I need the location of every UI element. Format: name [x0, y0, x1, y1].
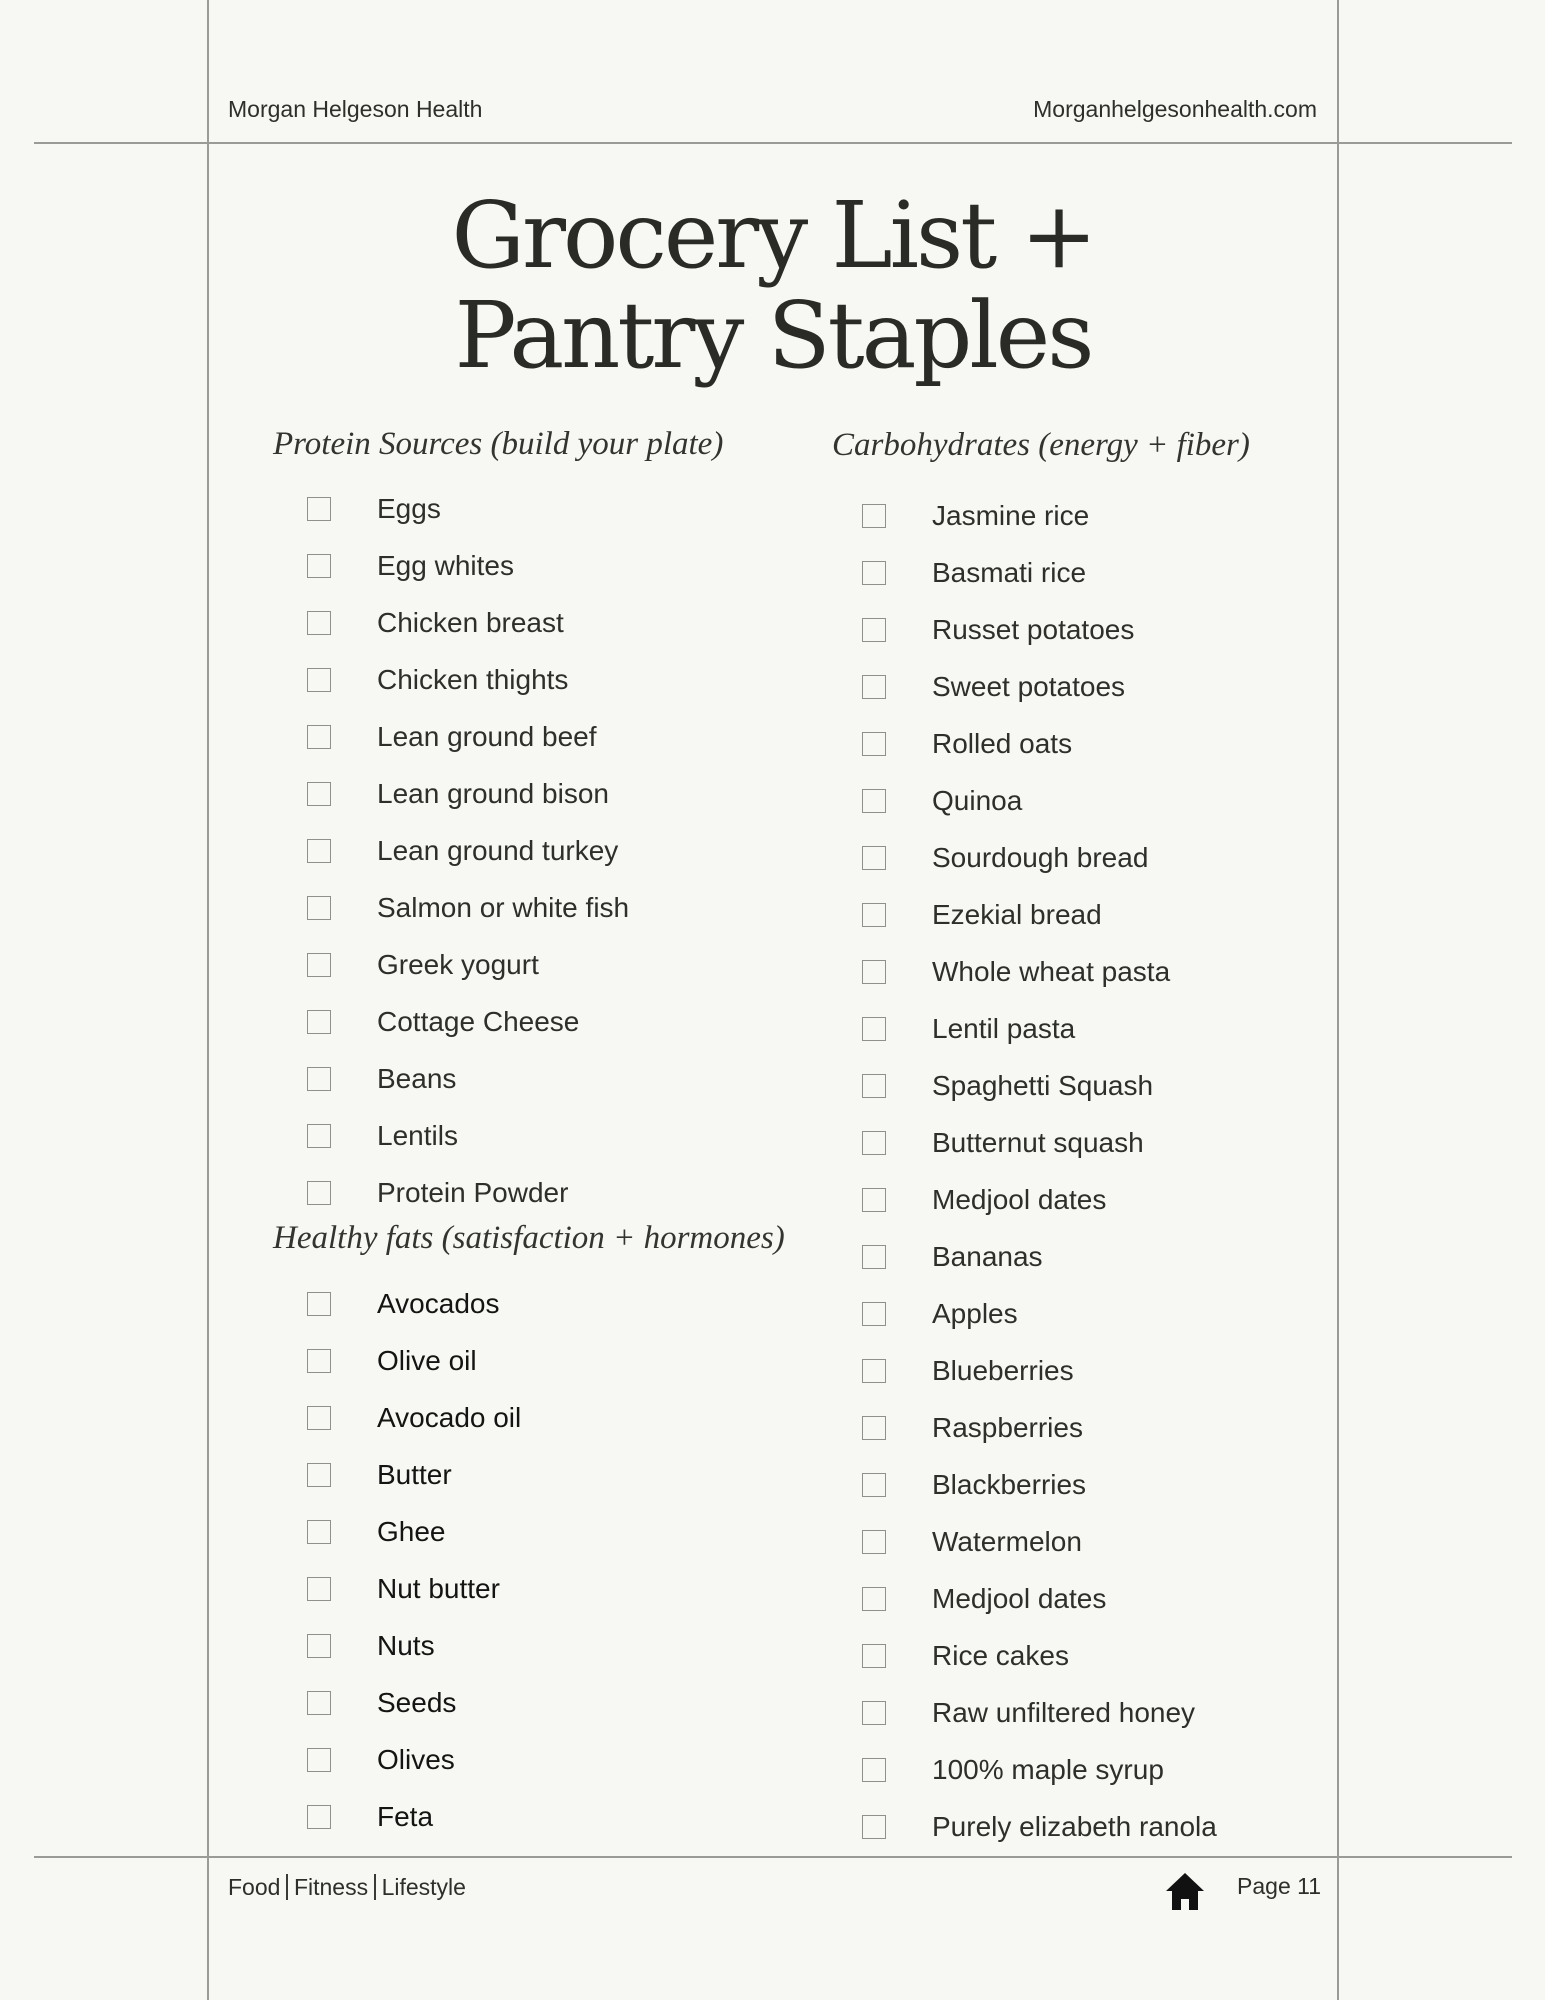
protein-list [307, 480, 629, 1221]
checkbox[interactable] [307, 1349, 331, 1373]
list-item[interactable] [862, 1285, 1217, 1342]
item-label: Raspberries [932, 1411, 1083, 1443]
list-item[interactable] [862, 943, 1217, 1000]
item-label: Lean ground turkey [377, 834, 619, 866]
checkbox[interactable] [862, 1530, 886, 1554]
list-item[interactable] [307, 480, 629, 537]
fats-heading: Healthy fats (satisfaction + hormones) [273, 1220, 785, 1256]
item-label: Medjool dates [932, 1582, 1107, 1614]
item-label: Basmati rice [932, 556, 1087, 588]
checkbox[interactable] [862, 1245, 886, 1269]
list-item[interactable] [862, 1000, 1217, 1057]
list-item[interactable] [862, 1057, 1217, 1114]
list-item[interactable] [862, 487, 1217, 544]
checkbox[interactable] [307, 1520, 331, 1544]
checkbox[interactable] [862, 1359, 886, 1383]
page-title-line-2: Pantry Staples [454, 282, 1092, 389]
item-label: Nuts [377, 1629, 435, 1661]
item-label: Seeds [377, 1686, 457, 1718]
checkbox[interactable] [307, 1577, 331, 1601]
checkbox[interactable] [307, 1748, 331, 1772]
item-label: Lean ground beef [377, 720, 597, 752]
list-item[interactable] [862, 658, 1217, 715]
item-label: Rolled oats [932, 727, 1073, 759]
item-label: Blackberries [932, 1468, 1087, 1500]
checkbox[interactable] [862, 504, 886, 528]
checkbox[interactable] [307, 1292, 331, 1316]
list-item[interactable] [862, 1798, 1217, 1855]
item-label: Butter [377, 1458, 452, 1490]
list-item[interactable] [307, 537, 629, 594]
item-label: Chicken breast [377, 606, 564, 638]
checkbox[interactable] [862, 1758, 886, 1782]
item-label: Blueberries [932, 1354, 1074, 1386]
item-label: Avocado oil [377, 1401, 522, 1433]
checkbox[interactable] [862, 1188, 886, 1212]
checkbox[interactable] [307, 1124, 331, 1148]
list-item[interactable] [307, 708, 629, 765]
list-item[interactable] [862, 1399, 1217, 1456]
item-label: Watermelon [932, 1525, 1082, 1557]
list-item[interactable] [862, 1627, 1217, 1684]
checkbox[interactable] [862, 1017, 886, 1041]
item-label: Lentils [377, 1119, 458, 1151]
list-item[interactable] [862, 544, 1217, 601]
item-label: 100% maple syrup [932, 1753, 1164, 1785]
item-label: Bananas [932, 1240, 1043, 1272]
checkbox[interactable] [862, 846, 886, 870]
checkbox[interactable] [862, 618, 886, 642]
item-label: Chicken thights [377, 663, 569, 695]
list-item[interactable] [862, 1342, 1217, 1399]
list-item[interactable] [307, 1275, 521, 1332]
checkbox[interactable] [307, 668, 331, 692]
item-label: Salmon or white fish [377, 891, 630, 923]
item-label: Russet potatoes [932, 613, 1135, 645]
site-url: Morganhelgesonhealth.com [1033, 96, 1317, 122]
item-label: Jasmine rice [932, 499, 1090, 531]
checkbox[interactable] [862, 732, 886, 756]
checkbox[interactable] [307, 1010, 331, 1034]
checkbox[interactable] [307, 782, 331, 806]
item-label: Nut butter [377, 1572, 500, 1604]
checkbox[interactable] [307, 839, 331, 863]
checkbox[interactable] [862, 561, 886, 585]
checkbox[interactable] [307, 1805, 331, 1829]
checkbox[interactable] [307, 896, 331, 920]
checkbox[interactable] [307, 1406, 331, 1430]
list-item[interactable] [307, 1446, 521, 1503]
checkbox[interactable] [862, 1587, 886, 1611]
item-label: Cottage Cheese [377, 1005, 580, 1037]
checkbox[interactable] [862, 1131, 886, 1155]
checkbox[interactable] [307, 1181, 331, 1205]
fats-list [307, 1275, 521, 1845]
checkbox[interactable] [307, 953, 331, 977]
checkbox[interactable] [862, 1815, 886, 1839]
checkbox[interactable] [862, 789, 886, 813]
item-label: Rice cakes [932, 1639, 1069, 1671]
list-item[interactable] [307, 765, 629, 822]
list-item[interactable] [307, 1560, 521, 1617]
item-label: Ghee [377, 1515, 446, 1547]
list-item[interactable] [862, 715, 1217, 772]
checkbox[interactable] [307, 611, 331, 635]
item-label: Olive oil [377, 1344, 477, 1376]
item-label: Spaghetti Squash [932, 1069, 1154, 1101]
list-item[interactable] [307, 879, 629, 936]
list-item[interactable] [307, 1674, 521, 1731]
checkbox[interactable] [862, 1701, 886, 1725]
list-item[interactable] [307, 1164, 629, 1221]
item-label: Ezekial bread [932, 898, 1102, 930]
footer-divider [374, 1874, 376, 1900]
list-item[interactable] [862, 1114, 1217, 1171]
footer-tag-lifestyle: Lifestyle [381, 1874, 466, 1900]
item-label: Egg whites [377, 549, 514, 581]
list-item[interactable] [862, 1513, 1217, 1570]
checkbox[interactable] [862, 960, 886, 984]
checkbox[interactable] [862, 903, 886, 927]
page-title [208, 182, 1338, 389]
protein-heading: Protein Sources (build your plate) [273, 426, 724, 462]
item-label: Avocados [377, 1287, 500, 1319]
list-item[interactable] [862, 772, 1217, 829]
item-label: Raw unfiltered honey [932, 1696, 1196, 1728]
checkbox[interactable] [862, 1473, 886, 1497]
item-label: Olives [377, 1743, 455, 1775]
list-item[interactable] [862, 1456, 1217, 1513]
list-item[interactable] [862, 1228, 1217, 1285]
item-label: Lean ground bison [377, 777, 609, 809]
item-label: Quinoa [932, 784, 1023, 816]
brand-name: Morgan Helgeson Health [228, 96, 483, 122]
list-item[interactable] [307, 1332, 521, 1389]
checkbox[interactable] [307, 1067, 331, 1091]
list-item[interactable] [307, 822, 629, 879]
footer-tags [228, 1874, 466, 1901]
item-label: Greek yogurt [377, 948, 539, 980]
item-label: Eggs [377, 492, 441, 524]
list-item[interactable] [307, 1617, 521, 1674]
list-item[interactable] [307, 1050, 629, 1107]
footer-tag-fitness: Fitness [293, 1874, 369, 1900]
list-item[interactable] [307, 1731, 521, 1788]
list-item[interactable] [862, 1741, 1217, 1798]
checkbox[interactable] [862, 1074, 886, 1098]
item-label: Purely elizabeth ranola [932, 1810, 1217, 1842]
item-label: Apples [932, 1297, 1018, 1329]
checkbox[interactable] [862, 1416, 886, 1440]
item-label: Protein Powder [377, 1176, 569, 1208]
checkbox[interactable] [307, 725, 331, 749]
list-item[interactable] [307, 1788, 521, 1845]
footer-divider [286, 1874, 288, 1900]
item-label: Sweet potatoes [932, 670, 1126, 702]
header-rule [34, 142, 1512, 144]
item-label: Lentil pasta [932, 1012, 1076, 1044]
checkbox[interactable] [307, 1691, 331, 1715]
page-title-line-1: Grocery List + [451, 182, 1095, 289]
list-item[interactable] [862, 1684, 1217, 1741]
checkbox[interactable] [307, 497, 331, 521]
footer-rule [34, 1856, 1512, 1858]
item-label: Sourdough bread [932, 841, 1149, 873]
list-item[interactable] [307, 1107, 629, 1164]
list-item[interactable] [307, 993, 629, 1050]
list-item[interactable] [862, 886, 1217, 943]
list-item[interactable] [307, 1503, 521, 1560]
checkbox[interactable] [307, 1463, 331, 1487]
checkbox[interactable] [307, 554, 331, 578]
footer-tag-food: Food [228, 1874, 281, 1900]
list-item[interactable] [307, 594, 629, 651]
checkbox[interactable] [862, 1644, 886, 1668]
item-label: Feta [377, 1800, 434, 1832]
list-item[interactable] [862, 601, 1217, 658]
list-item[interactable] [307, 651, 629, 708]
home-icon[interactable] [1164, 1870, 1206, 1912]
list-item[interactable] [307, 1389, 521, 1446]
list-item[interactable] [862, 1171, 1217, 1228]
list-item[interactable] [307, 936, 629, 993]
checkbox[interactable] [862, 675, 886, 699]
carbs-list [862, 487, 1217, 1855]
item-label: Butternut squash [932, 1126, 1144, 1158]
list-item[interactable] [862, 1570, 1217, 1627]
checkbox[interactable] [862, 1302, 886, 1326]
checkbox[interactable] [307, 1634, 331, 1658]
item-label: Whole wheat pasta [932, 955, 1171, 987]
item-label: Medjool dates [932, 1183, 1107, 1215]
list-item[interactable] [862, 829, 1217, 886]
item-label: Beans [377, 1062, 457, 1094]
page-number: Page 11 [1237, 1873, 1321, 1899]
carbs-heading: Carbohydrates (energy + fiber) [832, 427, 1250, 463]
